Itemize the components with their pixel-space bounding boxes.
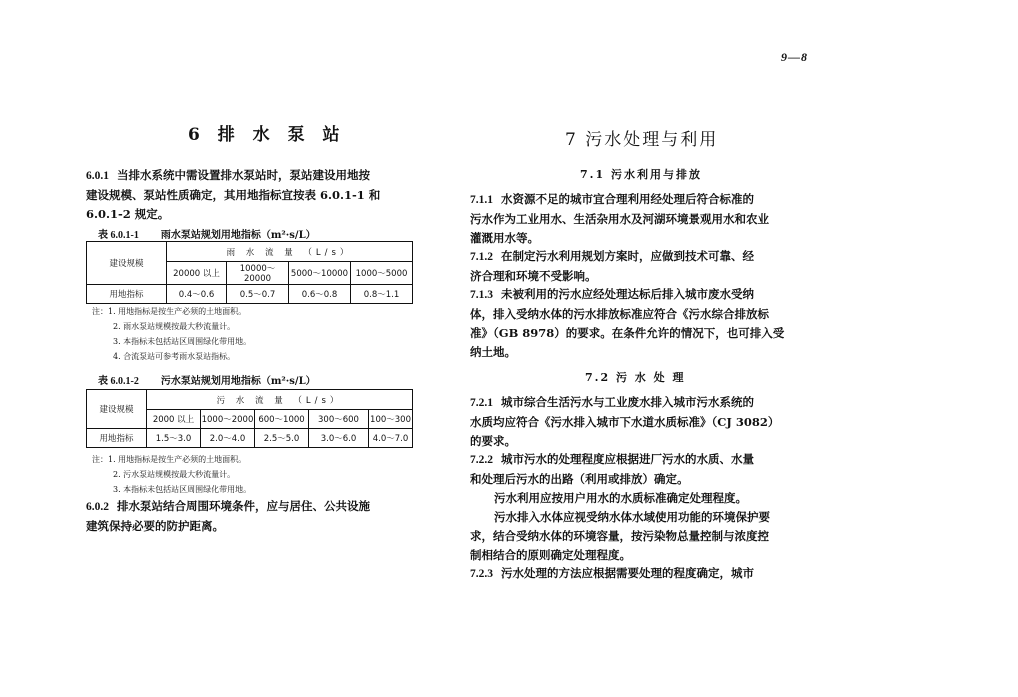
table-1-notes [92,304,251,364]
note-line: 注：1. 用地指标是按生产必须的土地面积。 [92,307,247,316]
clause-7-2-1: 7.2.1 城市综合生活污水与工业废水排入城市污水系统的 水质均应符合《污水排入城市下水道水质标准》（CJ 3082） 的要求。 [470,395,780,448]
row-head: 建设规模 [87,242,167,285]
clause-number: 6.0.1 [86,170,109,182]
clause-number: 7.1.1 [470,194,493,206]
col-header: 10000～20000 [227,262,289,285]
table-rain-pump-station [86,241,413,304]
clause-number: 7.2.2 [470,454,493,466]
row-label: 用地指标 [87,429,147,448]
note-line: 3. 本指标未包括站区周围绿化带用地。 [113,485,252,494]
table-2-notes [92,452,251,497]
col-header: 2000 以上 [147,410,201,429]
col-header: 1000～5000 [351,262,413,285]
clause-7-2-2: 7.2.2 城市污水的处理程度应根据进厂污水的水质、水量 和处理后污水的出路（利用或排放）确定。 污水利用应按用户用水的水质标准确定处理程度。 污水排入水体应视受纳水体水域使用功能的环境保护要 求，结合受纳水体的环境容量，按污染物总量控制与浓度控 制相结合的原则确定处理程度。 [470,452,770,562]
note-line: 3. 本指标未包括站区周围绿化带用地。 [113,337,252,346]
table-cell: 0.4～0.6 [167,285,227,304]
table-sewage-pump-station [86,389,413,448]
col-header: 20000 以上 [167,262,227,285]
table-cell: 0.6～0.8 [289,285,351,304]
col-header: 300～600 [309,410,369,429]
note-line: 2. 雨水泵站规模按最大秒流量计。 [113,322,236,331]
section-7-1-title: 7.1 污水利用与排放 [580,168,702,181]
col-header: 5000～10000 [289,262,351,285]
note-line: 4. 合流泵站可参考雨水泵站指标。 [113,352,236,361]
clause-7-1-2: 7.1.2 在制定污水利用规划方案时，应做到技术可靠、经 济合理和环境不受影响。 [470,249,754,283]
row-label: 用地指标 [87,285,167,304]
table-cell: 4.0～7.0 [369,429,413,448]
table-cell: 1.5～3.0 [147,429,201,448]
row-head: 建设规模 [87,390,147,429]
chapter-7-title: 7 污水处理与利用 [565,130,719,150]
clause-number: 6.0.2 [86,501,109,513]
clause-7-2-3: 7.2.3 污水处理的方法应根据需要处理的程度确定，城市 [470,566,754,580]
clause-number: 7.1.2 [470,251,493,263]
group-head: 污 水 流 量 （L/s） [147,390,413,410]
table-cell: 2.0～4.0 [201,429,255,448]
note-line: 注：1. 用地指标是按生产必须的土地面积。 [92,455,247,464]
clause-7-1-3: 7.1.3 未被利用的污水应经处理达标后排入城市废水受纳 体，排入受纳水体的污水排放标准应符合《污水综合排放标 准》（GB 8978）的要求。在条件允许的情况下，也可排入受 纳土地。 [470,287,785,359]
page-number: 9—8 [781,50,808,64]
table-cell: 2.5～5.0 [255,429,309,448]
section-7-2-title: 7.2 污 水 处 理 [585,371,686,384]
group-head: 雨 水 流 量 （L/s） [167,242,413,262]
table-2-caption: 表 6.0.1-2 污水泵站规划用地指标（m²·s/L） [98,376,316,387]
clause-number: 7.1.3 [470,289,493,301]
chapter-6-title: 6 排 水 泵 站 [188,125,346,145]
clause-number: 7.2.3 [470,568,493,580]
col-header: 100～300 [369,410,413,429]
col-header: 600～1000 [255,410,309,429]
clause-7-1-1: 7.1.1 水资源不足的城市宜合理利用经处理后符合标准的 污水作为工业用水、生活杂用水及河湖环境景观用水和农业 灌溉用水等。 [470,192,769,245]
table-cell: 3.0～6.0 [309,429,369,448]
table-1-caption: 表 6.0.1-1 雨水泵站规划用地指标（m²·s/L） [98,230,316,241]
table-cell: 0.8～1.1 [351,285,413,304]
clause-6-0-1: 6.0.1 当排水系统中需设置排水泵站时，泵站建设用地按 建设规模、泵站性质确定，其用地指标宜按表 6.0.1-1 和 6.0.1-2 规定。 [86,168,381,221]
col-header: 1000～2000 [201,410,255,429]
clause-6-0-2: 6.0.2 排水泵站结合周围环境条件，应与居住、公共设施 建筑保持必要的防护距离。 [86,499,370,533]
clause-number: 7.2.1 [470,397,493,409]
table-cell: 0.5～0.7 [227,285,289,304]
note-line: 2. 污水泵站规模按最大秒流量计。 [113,470,236,479]
